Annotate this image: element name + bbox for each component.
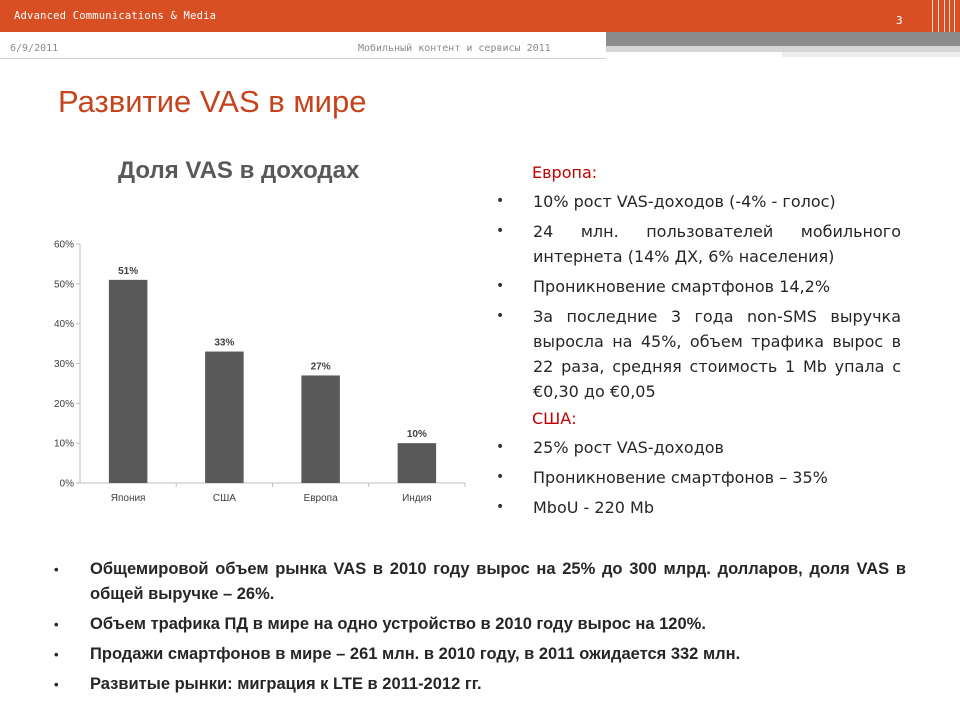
europe-heading: Европа: xyxy=(532,163,598,182)
y-tick-label: 10% xyxy=(53,438,74,450)
list-item: • 24 млн. пользователей мобильного интернета (14% ДХ, 6% населения) xyxy=(496,219,901,269)
list-item: • За последние 3 года non-SMS выручка выросла на 45%, объем трафика вырос в 22 раза, средняя стоимость 1 Mb упала с €0,30 до €0,05 xyxy=(496,304,901,404)
y-tick-label: 40% xyxy=(53,319,74,331)
sub-header xyxy=(0,41,606,56)
bar xyxy=(109,280,148,483)
header-grey-band xyxy=(606,32,960,46)
x-tick-label: США xyxy=(212,493,236,504)
list-item: • Объем трафика ПД в мире на одно устройство в 2010 году вырос на 120%. xyxy=(54,612,906,637)
bottom-bullets xyxy=(54,557,906,702)
y-tick-label: 20% xyxy=(53,398,74,410)
list-item: • Общемировой объем рынка VAS в 2010 году вырос на 25% до 300 млрд. долларов, доля VAS в общей выручке – 26%. xyxy=(54,557,906,607)
bar xyxy=(398,443,437,483)
sub-header-divider xyxy=(0,58,606,59)
list-item: • Проникновение смартфонов – 35% xyxy=(496,465,901,490)
data-label: 51% xyxy=(118,265,139,277)
right-column xyxy=(496,162,901,524)
header-bar xyxy=(0,0,960,32)
vas-share-bar-chart xyxy=(40,232,480,522)
list-item: • 10% рост VAS-доходов (-4% - голос) xyxy=(496,189,901,214)
data-label: 27% xyxy=(310,361,331,373)
y-tick-label: 0% xyxy=(59,478,74,490)
x-tick-label: Европа xyxy=(303,493,338,504)
bar xyxy=(205,352,244,483)
x-tick-label: Индия xyxy=(402,493,432,504)
list-item: • Развитые рынки: миграция к LTE в 2011-2012 гг. xyxy=(54,672,906,697)
data-label: 33% xyxy=(214,337,235,349)
chart-title: Доля VAS в доходах xyxy=(118,157,360,184)
header-lighter-band xyxy=(782,52,960,57)
slide-title: Развитие VAS в мире xyxy=(58,84,367,119)
europe-list xyxy=(496,189,901,404)
usa-list xyxy=(496,435,901,520)
list-item: • Продажи смартфонов в мире – 261 млн. в 2010 году, в 2011 ожидается 332 млн. xyxy=(54,642,906,667)
list-item: • 25% рост VAS-доходов xyxy=(496,435,901,460)
conference-name: Мобильный контент и сервисы 2011 xyxy=(358,43,551,54)
x-tick-label: Япония xyxy=(110,493,146,504)
y-tick-label: 30% xyxy=(53,359,74,370)
y-tick-label: 60% xyxy=(53,239,74,251)
usa-heading: США: xyxy=(532,409,577,428)
list-item: • MbоU - 220 Mb xyxy=(496,495,901,520)
list-item: • Проникновение смартфонов 14,2% xyxy=(496,274,901,299)
page-number: 3 xyxy=(896,14,903,27)
company-name: Advanced Communications & Media xyxy=(14,10,217,22)
data-label: 10% xyxy=(406,429,427,441)
decorative-stripes xyxy=(928,0,960,34)
bar xyxy=(301,375,340,483)
slide-date: 6/9/2011 xyxy=(10,43,59,54)
y-tick-label: 50% xyxy=(53,279,74,291)
